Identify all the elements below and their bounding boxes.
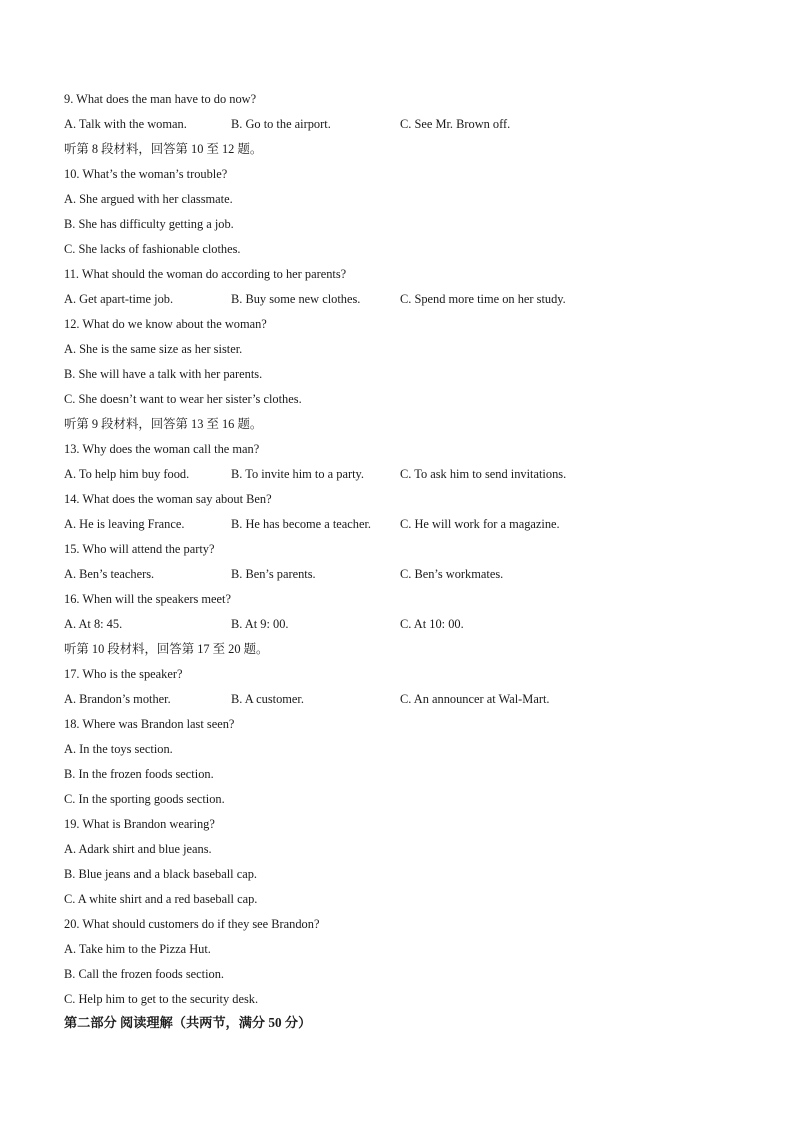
option-b: B. At 9: 00.	[231, 617, 289, 631]
question-12: 12. What do we know about the woman?	[64, 317, 267, 331]
question-15: 15. Who will attend the party?	[64, 542, 215, 556]
option-b: B. Go to the airport.	[231, 117, 331, 131]
option-a: A. To help him buy food.	[64, 467, 190, 481]
question-20: 20. What should customers do if they see Brandon?	[64, 917, 320, 931]
option-c: C. At 10: 00.	[400, 617, 464, 631]
question-9: 9. What does the man have to do now?	[64, 92, 257, 106]
option-a: A. Adark shirt and blue jeans.	[64, 842, 212, 856]
option-b: B. He has become a teacher.	[231, 517, 372, 531]
option-a: A. Take him to the Pizza Hut.	[64, 942, 211, 956]
question-16: 16. When will the speakers meet?	[64, 592, 231, 606]
option-c: C. To ask him to send invitations.	[400, 467, 567, 481]
option-c: C. In the sporting goods section.	[64, 792, 225, 806]
option-a: A. Ben’s teachers.	[64, 567, 155, 581]
option-a: A. Talk with the woman.	[64, 117, 187, 131]
option-a: A. In the toys section.	[64, 742, 173, 756]
section-instruction-8: 听第 8 段材料，回答第 10 至 12 题。	[64, 142, 263, 156]
option-c: C. Spend more time on her study.	[400, 292, 566, 306]
question-17: 17. Who is the speaker?	[64, 667, 183, 681]
question-18: 18. Where was Brandon last seen?	[64, 717, 235, 731]
question-13: 13. Why does the woman call the man?	[64, 442, 260, 456]
question-14: 14. What does the woman say about Ben?	[64, 492, 272, 506]
option-c: C. He will work for a magazine.	[400, 517, 560, 531]
option-a: A. She argued with her classmate.	[64, 192, 233, 206]
option-c: C. She lacks of fashionable clothes.	[64, 242, 241, 256]
option-b: B. Buy some new clothes.	[231, 292, 361, 306]
option-c: C. A white shirt and a red baseball cap.	[64, 892, 258, 906]
question-10: 10. What’s the woman’s trouble?	[64, 167, 228, 181]
option-b: B. A customer.	[231, 692, 304, 706]
option-b: B. She will have a talk with her parents.	[64, 367, 263, 381]
section-instruction-10: 听第 10 段材料，回答第 17 至 20 题。	[64, 642, 269, 656]
option-b: B. Call the frozen foods section.	[64, 967, 225, 981]
option-c: C. She doesn’t want to wear her sister’s clothes.	[64, 392, 302, 406]
question-19: 19. What is Brandon wearing?	[64, 817, 215, 831]
part-two-heading: 第二部分 阅读理解（共两节，满分 50 分）	[64, 1015, 312, 1030]
section-instruction-9: 听第 9 段材料，回答第 13 至 16 题。	[64, 417, 263, 431]
option-a: A. He is leaving France.	[64, 517, 185, 531]
option-c: C. See Mr. Brown off.	[400, 117, 511, 131]
option-c: C. Help him to get to the security desk.	[64, 992, 259, 1006]
option-b: B. To invite him to a party.	[231, 467, 365, 481]
option-a: A. She is the same size as her sister.	[64, 342, 243, 356]
option-a: A. Get apart-time job.	[64, 292, 174, 306]
option-b: B. She has difficulty getting a job.	[64, 217, 234, 231]
option-c: C. An announcer at Wal-Mart.	[400, 692, 550, 706]
option-b: B. Ben’s parents.	[231, 567, 316, 581]
option-b: B. In the frozen foods section.	[64, 767, 214, 781]
option-c: C. Ben’s workmates.	[400, 567, 504, 581]
option-a: A. At 8: 45.	[64, 617, 123, 631]
option-a: A. Brandon’s mother.	[64, 692, 171, 706]
question-11: 11. What should the woman do according to her parents?	[64, 267, 347, 281]
option-b: B. Blue jeans and a black baseball cap.	[64, 867, 258, 881]
